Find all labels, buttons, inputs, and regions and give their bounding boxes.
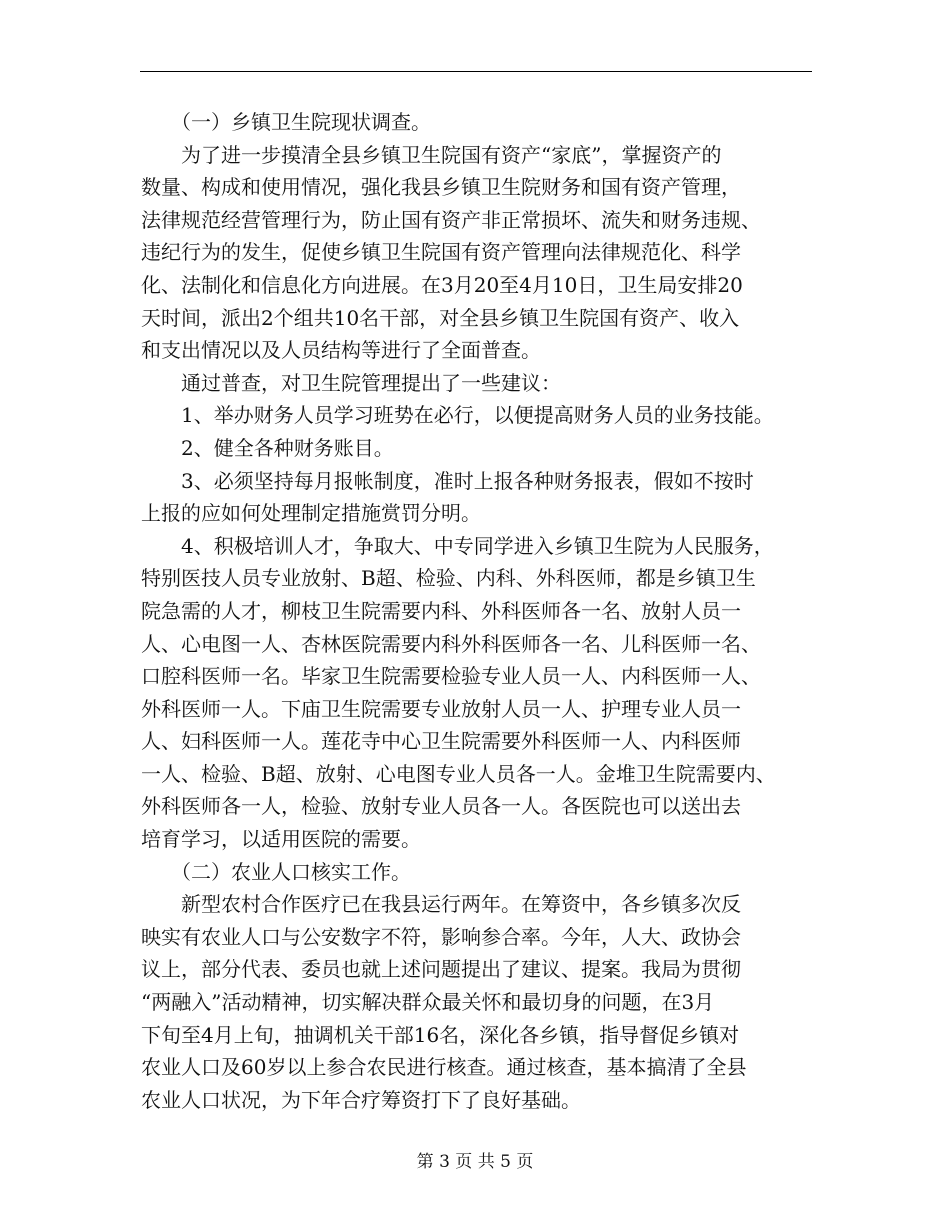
text-line: 和支出情况以及人员结构等进行了全面普查。 [141,338,541,363]
text-line: 3、必须坚持每月报帐制度，准时上报各种财务报表，假如不按时 [141,468,754,493]
text-line: 数量、构成和使用情况，强化我县乡镇卫生院财务和国有资产管理， [141,175,741,200]
text-line: 外科医师各一人，检验、放射专业人员各一人。各医院也可以送出去 [141,794,741,819]
text-line: 通过普查，对卫生院管理提出了一些建议： [141,370,561,395]
text-line: 院急需的人才，柳枝卫生院需要内科、外科医师各一名、放射人员一 [141,598,741,623]
text-line: 上报的应如何处理制定措施赏罚分明。 [141,501,481,526]
text-line: 口腔科医师一名。毕家卫生院需要检验专业人员一人、内科医师一人、 [141,664,761,689]
text-line: 映实有农业人口与公安数字不符，影响参合率。今年，人大、政协会 [141,924,741,949]
text-line: 2、健全各种财务账目。 [141,435,394,460]
text-line: （二）农业人口核实工作。 [141,859,411,884]
text-line: 外科医师一人。下庙卫生院需要专业放射人员一人、护理专业人员一 [141,696,741,721]
text-line: 下旬至4月上旬，抽调机关干部16名，深化各乡镇，指导督促乡镇对 [141,1022,740,1047]
text-line: 新型农村合作医疗已在我县运行两年。在筹资中，各乡镇多次反 [141,892,741,917]
text-line: 法律规范经营管理行为，防止国有资产非正常损坏、流失和财务违规、 [141,207,761,232]
text-line: 一人、检验、B超、放射、心电图专业人员各一人。金堆卫生院需要内、 [141,761,776,786]
text-line: 特别医技人员专业放射、B超、检验、内科、外科医师，都是乡镇卫生 [141,566,756,591]
document-body [141,106,831,1116]
text-line: 化、法制化和信息化方向进展。在3月20至4月10日，卫生局安排20 [141,272,743,297]
text-line: （一）乡镇卫生院现状调查。 [141,110,431,134]
text-line: 4、积极培训人才，争取大、中专同学进入乡镇卫生院为人民服务， [141,533,774,558]
text-line: 人、妇科医师一人。莲花寺中心卫生院需要外科医师一人、内科医师 [141,729,741,754]
text-line: 违纪行为的发生，促使乡镇卫生院国有资产管理向法律规范化、科学 [141,240,741,265]
text-line: 天时间，派出2个组共10名干部，对全县乡镇卫生院国有资产、收入 [141,305,740,330]
text-line: 培育学习，以适用医院的需要。 [141,827,421,852]
text-line: 农业人口及60岁以上参合农民进行核查。通过核查，基本搞清了全县 [141,1055,747,1080]
text-line: 农业人口状况，为下年合疗筹资打下了良好基础。 [141,1087,581,1112]
text-line: 人、心电图一人、杏林医院需要内科外科医师各一名、儿科医师一名、 [141,631,761,656]
text-line: 为了进一步摸清全县乡镇卫生院国有资产“家底”，掌握资产的 [141,142,722,167]
page-footer: 第 3 页 共 5 页 [416,1152,534,1172]
text-line: 议上，部分代表、委员也就上述问题提出了建议、提案。我局为贯彻 [141,957,741,982]
text-line: 1、举办财务人员学习班势在必行，以便提高财务人员的业务技能。 [141,403,774,428]
text-line: “两融入”活动精神，切实解决群众最关怀和最切身的问题，在3月 [141,990,715,1015]
header-rule [140,71,812,72]
